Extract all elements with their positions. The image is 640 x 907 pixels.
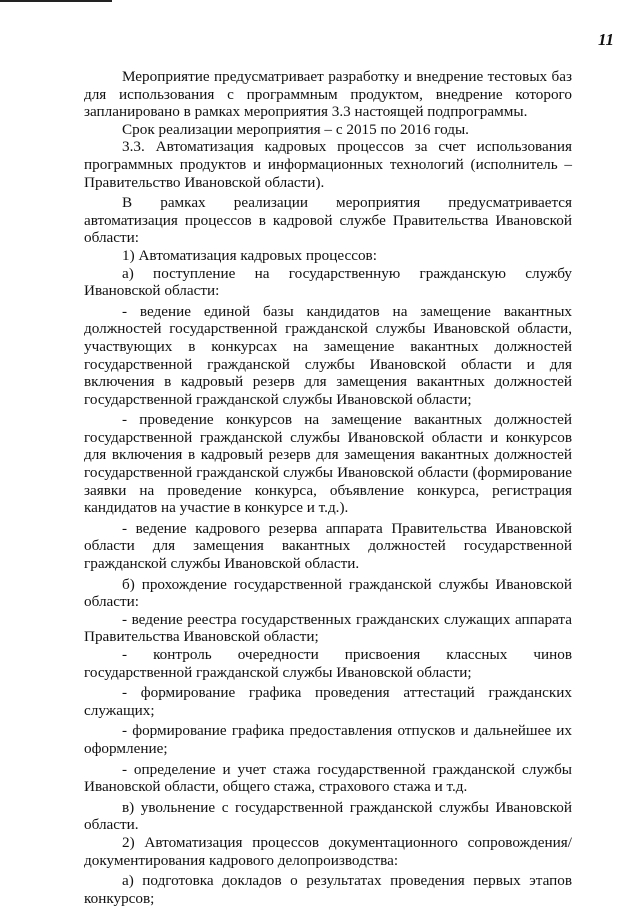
bullet-item: - ведение единой базы кандидатов на замещение вакантных должностей государственной гражданской службы Ивановской области, участвующих в конкурсах на замещение вакантных должностей государственной гражданской службы Ивановской области и для включения в кадровый резерв для замещения вакантных должностей государственной гражданской службы Ивановской области; <box>84 302 572 408</box>
bullet-item: - определение и учет стажа государственной гражданской службы Ивановской области, общего стажа, страхового стажа и т.д. <box>84 760 572 796</box>
bullet-item: - ведение реестра государственных гражданских служащих аппарата Правительства Ивановской области; <box>84 610 572 646</box>
paragraph: В рамках реализации мероприятия предусматривается автоматизация процессов в кадровой службе Правительства Ивановской области: <box>84 194 572 247</box>
list-item: б) прохождение государственной гражданской службы Ивановской области: <box>84 575 572 611</box>
page-number: 11 <box>598 30 615 49</box>
top-rule <box>0 0 112 2</box>
bullet-item: - проведение конкурсов на замещение вакантных должностей государственной гражданской службы Ивановской области и конкурсов для включения в кадровый резерв для замещения вакантных должностей государственной гражданской службы Ивановской области (формирование заявки на проведение конкурса, объявление конкурса, регистрация кандидатов на участие в конкурсе и т.д.). <box>84 411 572 517</box>
list-item: 1) Автоматизация кадровых процессов: <box>122 246 377 264</box>
paragraph: Мероприятие предусматривает разработку и внедрение тестовых баз для использования с программным продуктом, внедрение которого запланировано в рамках мероприятия 3.3 настоящей подпрограммы. <box>84 68 572 121</box>
list-item: а) поступление на государственную гражданскую службу Ивановской области: <box>84 264 572 300</box>
document-body <box>84 68 572 907</box>
bullet-item: - формирование графика предоставления отпусков и дальнейшее их оформление; <box>84 722 572 757</box>
paragraph: 3.3. Автоматизация кадровых процессов за счет использования программных продуктов и информационных технологий (исполнитель – Правительство Ивановской области). <box>84 138 572 191</box>
bullet-item: - ведение кадрового резерва аппарата Правительства Ивановской области для замещения вакантных должностей государственной гражданской службы Ивановской области. <box>84 519 572 573</box>
bullet-item: - формирование графика проведения аттестаций гражданских служащих; <box>84 684 572 719</box>
paragraph: Срок реализации мероприятия – с 2015 по 2016 годы. <box>122 120 469 138</box>
bullet-item: - контроль очередности присвоения классных чинов государственной гражданской службы Ивановской области; <box>84 646 572 681</box>
list-item: 2) Автоматизация процессов документационного сопровождения/документирования кадрового делопроизводства: <box>84 833 572 869</box>
list-item: в) увольнение с государственной гражданской службы Ивановской области. <box>84 798 572 834</box>
list-item: а) подготовка докладов о результатах проведения первых этапов конкурсов; <box>84 872 572 907</box>
